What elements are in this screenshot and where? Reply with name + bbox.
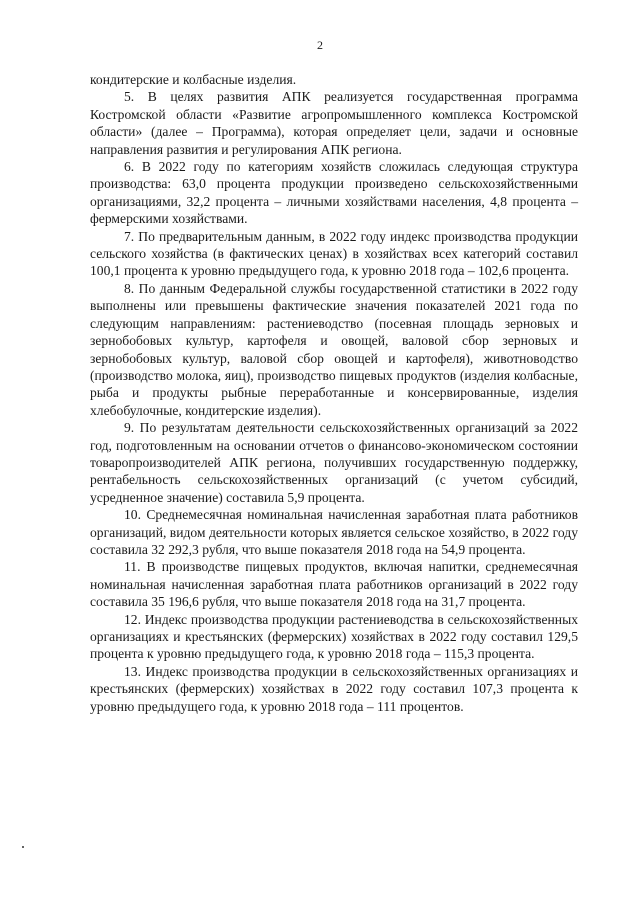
paragraph-12: 12. Индекс производства продукции растениеводства в сельскохозяйственных организациях и крестьянских (фермерских) хозяйствах в 2022 году составил 129,5 процента к уровню предыдущего года, к уровню 2018 года – 115,3 процента.: [90, 611, 578, 662]
paragraph-10: 10. Среднемесячная номинальная начисленная заработная плата работников организаций, видом деятельности которых является сельское хозяйство, в 2022 году составила 32 292,3 рубля, что выше показателя 2018 года на 54,9 процента.: [90, 507, 578, 557]
paragraph-continuation: кондитерские и колбасные изделия.: [90, 72, 297, 87]
paragraph-6: 6. В 2022 году по категориям хозяйств сложилась следующая структура производства: 63,0 процента продукции произведено сельскохозяйственными организациями, 32,2 процента – личными хозяйствами населения, 4,8 процента – фермерскими хозяйствами.: [90, 159, 578, 227]
scan-speck: [22, 846, 24, 848]
page-number: 2: [317, 38, 323, 52]
paragraph-7: 7. По предварительным данным, в 2022 году индекс производства продукции сельского хозяйства (в фактических ценах) в хозяйствах всех категорий составил 100,1 процента к уровню предыдущего года, к уровню 2018 года – 102,6 процента.: [90, 228, 578, 279]
paragraph-13: 13. Индекс производства продукции в сельскохозяйственных организациях и крестьянских (фермерских) хозяйствах в 2022 году составил 107,3 процента к уровню предыдущего года, к уровню 2018 года – 111 процентов.: [90, 663, 578, 714]
paragraph-11: 11. В производстве пищевых продуктов, включая напитки, среднемесячная номинальная начисленная заработная плата работников организаций в 2022 году составила 35 196,6 рубля, что выше показателя 2018 года на 31,7 процента.: [90, 559, 578, 610]
paragraph-9: 9. По результатам деятельности сельскохозяйственных организаций за 2022 год, подготовленным на основании отчетов о финансово-экономическом состоянии товаропроизводителей АПК региона, получивших государственную поддержку, рентабельность сельскохозяйственных организаций (с учетом субсидий, усредненное значение) составила 5,9 процента.: [90, 420, 578, 505]
document-body: [90, 71, 578, 715]
paragraph-5: 5. В целях развития АПК реализуется государственная программа Костромской области «Развитие агропромышленного комплекса Костромской области» (далее – Программа), которая определяет цели, задачи и основные направления развития и регулирования АПК региона.: [90, 89, 578, 157]
paragraph-8: 8. По данным Федеральной службы государственной статистики в 2022 году выполнены или превышены фактические значения показателей 2021 года по следующим направлениям: растениеводство (посевная площадь зерновых и зернобобовых культур, картофеля и овощей, валовой сбор зерновых и зернобобовых культур, валовой сбор овощей и картофеля), животноводство (производство молока, яиц), производство пищевых продуктов (изделия колбасные, рыба и продукты рыбные переработанные и консервированные, изделия хлебобулочные, кондитерские изделия).: [90, 280, 578, 418]
